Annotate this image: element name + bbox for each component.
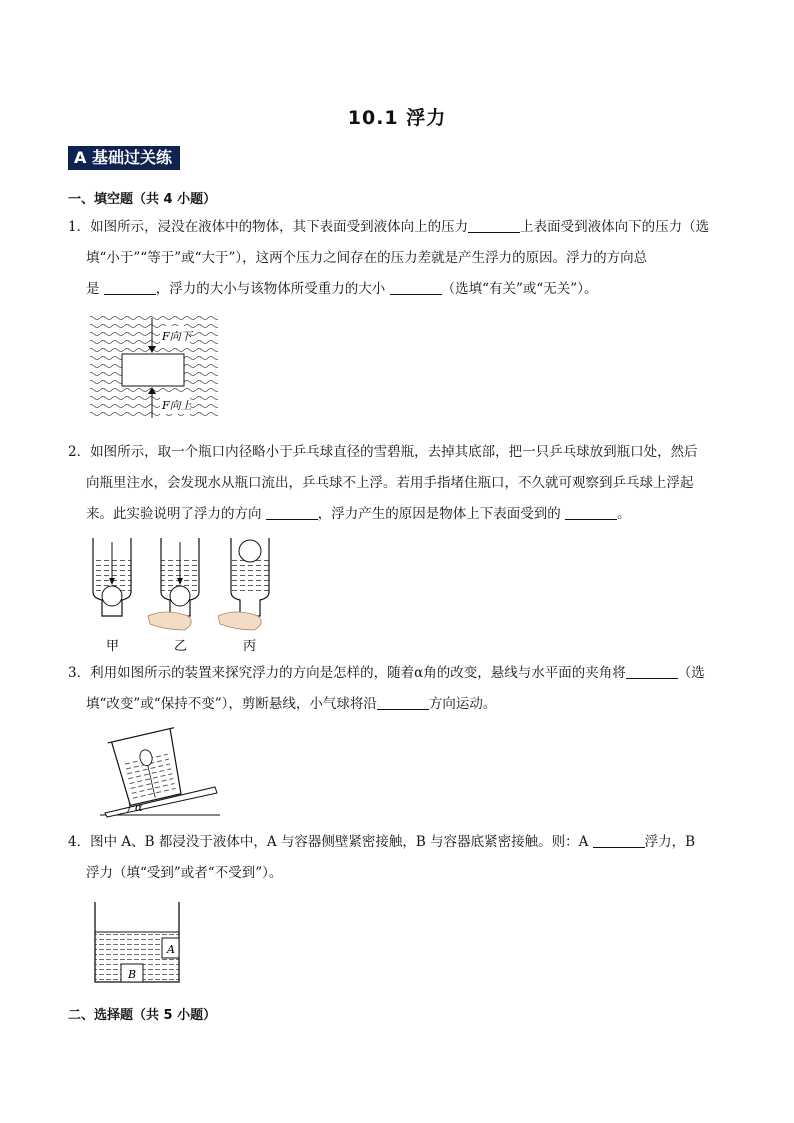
label-b: B	[128, 968, 137, 981]
figure-container-ab	[92, 902, 184, 986]
q2-text: 2．如图所示，取一个瓶口内径略小于乒乓球直径的雪碧瓶，去掉其底部，把一只乒乓球放到瓶口处，然后	[68, 444, 698, 460]
q2-blank-2[interactable]	[565, 505, 617, 520]
figure-bottle-experiment	[88, 538, 278, 656]
q4-text: 浮力，B	[644, 834, 696, 850]
bottle-bing	[218, 538, 269, 630]
q2-text: 向瓶里注水，会发现水从瓶口流出，乒乓球不上浮。若用手指堵住瓶口，不久就可观察到乒乓球上浮起	[86, 475, 694, 491]
section-heading-fill: 一、填空题（共 4 小题）	[68, 192, 217, 207]
label-jia: 甲	[106, 639, 120, 654]
q3-text: 3．利用如图所示的装置来探究浮力的方向是怎样的，随着α角的改变，悬线与水平面的夹角将	[68, 665, 626, 681]
q4-text: 4．图中 A、B 都浸没于液体中，A 与容器侧壁紧密接触，B 与容器底紧密接触。则：A	[68, 834, 593, 850]
finger-icon	[148, 612, 191, 630]
q3-blank-2[interactable]	[377, 695, 429, 710]
bottle-yi	[148, 538, 199, 630]
figure-incline-beaker	[95, 725, 225, 820]
section-heading-choice: 二、选择题（共 5 小题）	[68, 1008, 217, 1023]
label-force-up: F向上	[162, 399, 192, 412]
level-badge: A 基础过关练	[68, 146, 180, 170]
q2-blank-1[interactable]	[266, 505, 318, 520]
q1-text: （选填“有关”或“无关”）。	[441, 281, 598, 297]
question-4	[68, 827, 728, 889]
q1-text: ，浮力的大小与该物体所受重力的大小	[155, 281, 390, 297]
q1-blank-2[interactable]	[104, 280, 156, 295]
label-a: A	[167, 943, 175, 956]
q4-blank-1[interactable]	[593, 833, 645, 848]
q1-text: 填“小于”“等于”或“大于”），这两个压力之间存在的压力差就是产生浮力的原因。浮力的方向总	[86, 250, 648, 266]
q1-text: 上表面受到液体向下的压力（选	[520, 219, 710, 235]
q2-text: 来。此实验说明了浮力的方向	[86, 506, 266, 522]
label-yi: 乙	[174, 639, 188, 654]
figure-pressure-diagram	[88, 314, 220, 422]
page-title: 10.1 浮力	[347, 107, 447, 129]
q3-text: 填“改变”或“保持不变”），剪断悬线，小气球将沿	[86, 696, 377, 712]
label-force-down: F向下	[162, 330, 192, 343]
question-3	[68, 658, 728, 720]
q1-text: 1．如图所示，浸没在液体中的物体，其下表面受到液体向上的压力	[68, 219, 469, 235]
label-alpha: α	[135, 801, 143, 814]
question-1	[68, 212, 728, 305]
q3-text: （选	[677, 665, 705, 681]
q4-text: 浮力（填“受到”或者“不受到”）。	[86, 865, 283, 881]
q3-text: 方向运动。	[428, 696, 497, 712]
q2-text: 。	[617, 506, 631, 522]
bottle-jia	[93, 538, 131, 616]
finger-icon	[218, 612, 261, 630]
q3-blank-1[interactable]	[626, 664, 678, 679]
q1-text: 是	[86, 281, 104, 297]
q1-blank-3[interactable]	[390, 280, 442, 295]
q2-text: ，浮力产生的原因是物体上下表面受到的	[317, 506, 566, 522]
q1-blank-1[interactable]	[468, 218, 520, 233]
question-2	[68, 437, 728, 530]
label-bing: 丙	[243, 639, 257, 654]
